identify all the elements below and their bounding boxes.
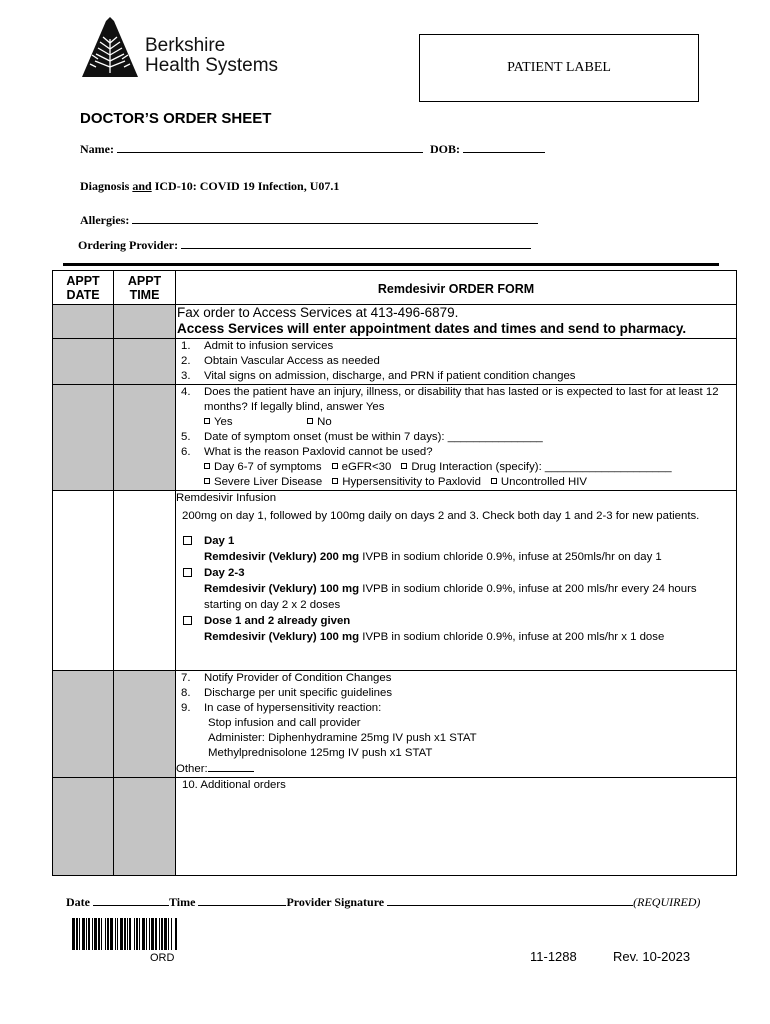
other-row	[176, 761, 736, 777]
sheet-title: DOCTOR’S ORDER SHEET	[80, 110, 272, 127]
infusion-title: Remdesivir Infusion	[176, 492, 277, 504]
orders-cell-b	[176, 671, 737, 778]
dose-option[interactable]	[176, 613, 736, 645]
signature-label: Provider Signature	[286, 895, 385, 909]
dose-label: Day 1	[204, 535, 235, 547]
divider	[63, 263, 719, 266]
item-number: 3.	[181, 370, 191, 382]
barcode-icon	[72, 918, 256, 950]
org-name-line2: Health Systems	[145, 55, 279, 76]
additional-orders-label: 10. Additional orders	[182, 779, 286, 791]
fax-cell	[176, 305, 737, 339]
appt-time-cell[interactable]	[114, 491, 176, 671]
table-row	[53, 305, 737, 339]
appt-date-cell[interactable]	[53, 671, 114, 778]
reason-checkbox[interactable]	[491, 478, 497, 484]
no-label: No	[317, 416, 332, 428]
table-header-row	[53, 271, 737, 305]
dose-checkbox[interactable]	[183, 616, 192, 625]
list-item	[176, 430, 736, 445]
barcode-text: ORD	[150, 952, 175, 964]
provider-row	[78, 236, 531, 253]
reason-options-row	[176, 460, 736, 475]
col-order-form: Remdesivir ORDER FORM	[176, 271, 737, 305]
fax-line: Fax order to Access Services at 413-496-6879.	[177, 305, 459, 320]
no-checkbox[interactable]	[307, 418, 313, 424]
list-item	[176, 354, 736, 369]
item-text: Discharge per unit specific guidelines	[204, 687, 393, 699]
reason-checkbox[interactable]	[204, 463, 210, 469]
additional-orders-cell[interactable]	[176, 778, 737, 876]
reason-checkbox[interactable]	[204, 478, 210, 484]
paxlovid-cell	[176, 385, 737, 491]
reason-label: Uncontrolled HIV	[500, 476, 588, 488]
appt-time-cell[interactable]	[114, 778, 176, 876]
item-text: Admit to infusion services	[204, 340, 334, 352]
other-label: Other:	[176, 763, 208, 775]
allergies-field[interactable]	[132, 211, 538, 224]
item-number: 9.	[181, 702, 191, 714]
dob-field[interactable]	[463, 140, 545, 153]
list-item	[176, 671, 736, 686]
list-item	[176, 686, 736, 701]
appt-date-cell[interactable]	[53, 491, 114, 671]
yes-label: Yes	[214, 416, 233, 428]
col-appt-time: APPT TIME	[114, 271, 176, 305]
item-text: Vital signs on admission, discharge, and PRN if patient condition changes	[204, 370, 576, 382]
diagnosis-and: and	[132, 179, 152, 193]
diagnosis-row	[80, 179, 339, 194]
reason-options-row	[176, 475, 736, 490]
date-field[interactable]	[93, 895, 169, 906]
dose-checkbox[interactable]	[183, 536, 192, 545]
list-item	[176, 339, 736, 354]
item-text: In case of hypersensitivity reaction:	[204, 702, 382, 714]
org-name-line1: Berkshire	[145, 35, 226, 56]
hypersensitivity-line: Administer: Diphenhydramine 25mg IV push x1 STAT	[208, 732, 477, 744]
appt-time-cell[interactable]	[114, 339, 176, 385]
table-row	[53, 671, 737, 778]
table-row	[53, 778, 737, 876]
name-field[interactable]	[117, 140, 423, 153]
tree-logo-icon	[80, 17, 140, 79]
reason-option[interactable]	[332, 461, 392, 473]
dose-option[interactable]	[176, 533, 736, 565]
item-number: 6.	[181, 446, 191, 458]
dose-detail	[204, 549, 736, 565]
access-line: Access Services will enter appointment dates and times and send to pharmacy.	[177, 321, 687, 336]
table-row	[53, 339, 737, 385]
infusion-desc: 200mg on day 1, followed by 100mg daily on days 2 and 3. Check both day 1 and 2-3 for new patients.	[182, 510, 700, 522]
reason-checkbox[interactable]	[332, 463, 338, 469]
item-number: 4.	[181, 386, 191, 398]
no-option[interactable]	[307, 416, 332, 428]
provider-label: Ordering Provider:	[78, 238, 179, 252]
dose-option[interactable]	[176, 565, 736, 613]
reason-option[interactable]	[401, 461, 671, 473]
name-row	[80, 140, 545, 157]
reason-label: Hypersensitivity to Paxlovid	[342, 476, 481, 488]
dose-label: Dose 1 and 2 already given	[204, 615, 351, 627]
item-text: Does the patient have an injury, illness, or disability that has lasted or is expected to last for at least 12 months? If legally blind, answer Yes	[204, 386, 719, 413]
dose-detail	[204, 581, 736, 613]
hypersensitivity-line: Stop infusion and call provider	[208, 717, 361, 729]
item-number: 7.	[181, 672, 191, 684]
yes-no-row	[176, 415, 736, 430]
item-number: 1.	[181, 340, 191, 352]
yes-checkbox[interactable]	[204, 418, 210, 424]
signature-row	[66, 895, 700, 910]
dose-text: IVPB in sodium chloride 0.9%, infuse at 200 mls/hr x 1 dose	[359, 631, 665, 643]
reason-label: Day 6-7 of symptoms	[214, 461, 322, 473]
dose-label: Day 2-3	[204, 567, 245, 579]
diagnosis-value: ICD-10: COVID 19 Infection, U07.1	[154, 179, 340, 193]
table-row	[53, 491, 737, 671]
hypersensitivity-line: Methylprednisolone 125mg IV push x1 STAT	[208, 747, 433, 759]
appt-time-cell[interactable]	[114, 305, 176, 339]
reason-option[interactable]	[204, 476, 322, 488]
dose-detail	[204, 629, 736, 645]
order-table	[52, 270, 737, 876]
orders-cell-a	[176, 339, 737, 385]
allergies-label: Allergies:	[80, 213, 130, 227]
item-text: Notify Provider of Condition Changes	[204, 672, 392, 684]
appt-date-cell[interactable]	[53, 339, 114, 385]
dob-label: DOB:	[429, 142, 460, 156]
list-item	[176, 701, 736, 716]
infusion-cell	[176, 491, 737, 671]
appt-date-cell[interactable]	[53, 385, 114, 491]
reason-label: eGFR<30	[341, 461, 392, 473]
dose-drug: Remdesivir (Veklury) 100 mg	[204, 631, 360, 643]
item-number: 8.	[181, 687, 191, 699]
other-field[interactable]	[208, 761, 254, 772]
dose-drug: Remdesivir (Veklury) 200 mg	[204, 551, 360, 563]
name-label: Name:	[80, 142, 114, 156]
date-label: Date	[66, 895, 90, 909]
appt-time-cell[interactable]	[114, 671, 176, 778]
col-appt-date: APPT DATE	[53, 271, 114, 305]
appt-date-cell[interactable]	[53, 305, 114, 339]
reason-option[interactable]	[204, 461, 322, 473]
item-text: Obtain Vascular Access as needed	[204, 355, 380, 367]
item-text: Date of symptom onset (must be within 7 days): _______________	[204, 431, 543, 443]
time-field[interactable]	[198, 895, 286, 906]
dose-text: IVPB in sodium chloride 0.9%, infuse at 200 mls/hr every 24 hours starting on day 2 x 2 doses	[204, 583, 697, 611]
appt-time-cell[interactable]	[114, 385, 176, 491]
list-item	[176, 445, 736, 460]
patient-label-box: PATIENT LABEL	[419, 34, 699, 102]
diagnosis-label: Diagnosis	[80, 179, 130, 193]
item-number: 2.	[181, 355, 191, 367]
item-text: What is the reason Paxlovid cannot be used?	[204, 446, 433, 458]
yes-option[interactable]	[204, 415, 304, 430]
dose-drug: Remdesivir (Veklury) 100 mg	[204, 583, 360, 595]
table-row	[53, 385, 737, 491]
revision: Rev. 10-2023	[613, 949, 691, 964]
provider-field[interactable]	[181, 236, 531, 249]
dose-checkbox[interactable]	[183, 568, 192, 577]
signature-field[interactable]	[387, 895, 633, 906]
dose-text: IVPB in sodium chloride 0.9%, infuse at 250mls/hr on day 1	[359, 551, 662, 563]
reason-checkbox[interactable]	[332, 478, 338, 484]
item-number: 5.	[181, 431, 191, 443]
time-label: Time	[169, 895, 196, 909]
allergies-row	[80, 211, 538, 228]
reason-option[interactable]	[491, 476, 587, 488]
appt-date-cell[interactable]	[53, 778, 114, 876]
list-item	[176, 385, 736, 415]
reason-label: Severe Liver Disease	[214, 476, 323, 488]
reason-label: Drug Interaction (specify): ____________________	[411, 461, 672, 473]
list-item	[176, 369, 736, 384]
reason-option[interactable]	[332, 476, 481, 488]
form-number: 11-1288	[530, 949, 577, 964]
required-note: (REQUIRED)	[633, 895, 701, 909]
reason-checkbox[interactable]	[401, 463, 407, 469]
